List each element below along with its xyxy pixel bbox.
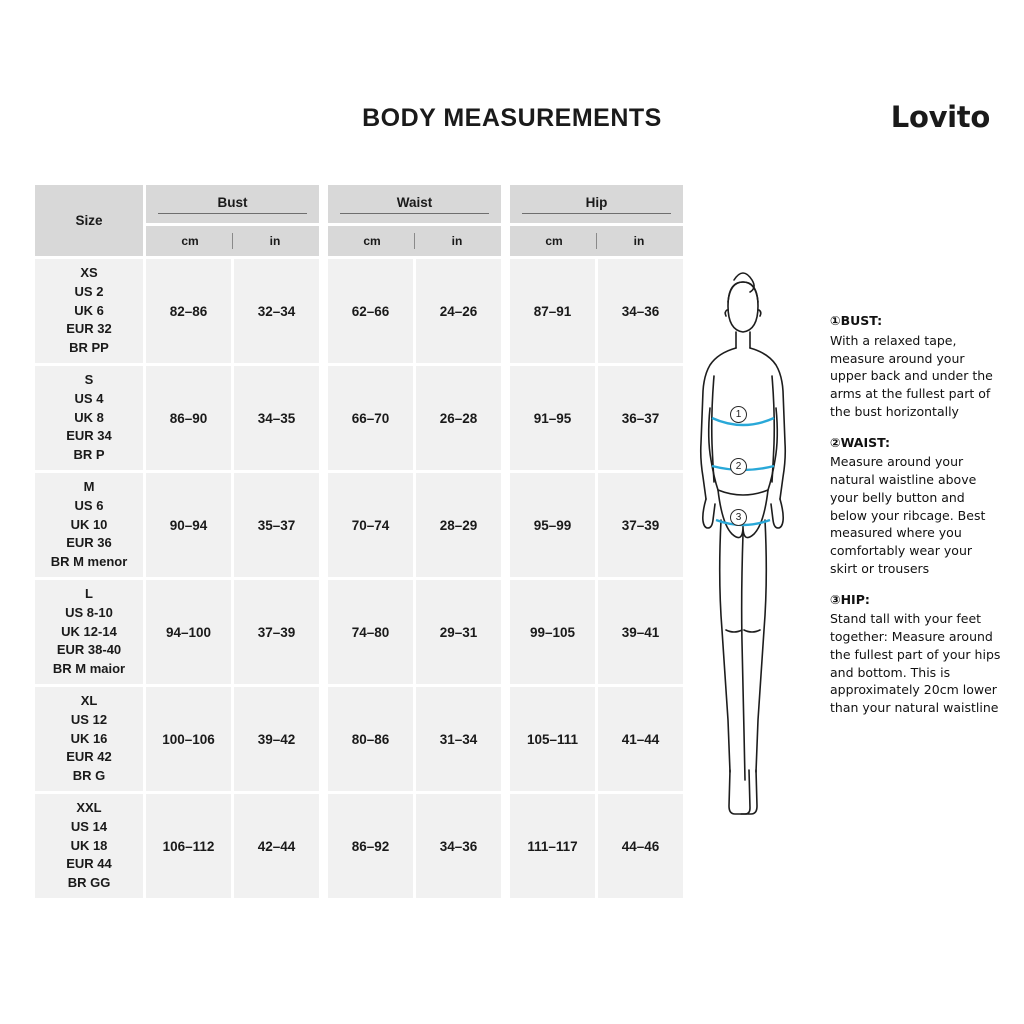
cell-bust-in: 42–44 [234, 794, 319, 898]
row-size-label [35, 473, 143, 577]
row-size-label [35, 259, 143, 363]
hip-marker-badge: 3 [730, 509, 747, 526]
row-size-label [35, 580, 143, 684]
size-line: UK 12-14 [61, 623, 117, 639]
table-row [35, 580, 683, 684]
size-line: US 2 [74, 283, 104, 299]
size-line: XS [80, 264, 98, 280]
size-line: BR M maior [52, 661, 126, 677]
cell-waist-in: 31–34 [416, 687, 501, 791]
column-separator [322, 226, 325, 256]
row-size-label [35, 366, 143, 470]
size-line: UK 16 [70, 730, 108, 746]
table-header-row [35, 185, 683, 223]
note-body-bust: With a relaxed tape, measure around your upper back and under the arms at the fullest part of the bust horizontally [830, 332, 993, 419]
cell-hip-in: 34–36 [598, 259, 683, 363]
column-header-size: Size [35, 185, 143, 256]
header-rule [340, 213, 489, 214]
bust-marker-badge: 1 [730, 406, 747, 423]
cell-bust-cm: 90–94 [146, 473, 231, 577]
column-group-hip-label: Hip [585, 194, 608, 210]
size-line: US 8-10 [65, 604, 113, 620]
column-separator [322, 473, 325, 577]
size-line: UK 6 [74, 302, 104, 318]
table-row [35, 687, 683, 791]
note-body-hip: Stand tall with your feet together: Measure around the fullest part of your hips and bottom. This is approximately 20cm lower than your natural waistline [830, 611, 1001, 715]
table-row [35, 259, 683, 363]
page-title: BODY MEASUREMENTS [362, 104, 662, 132]
unit-hip-cm: cm [545, 234, 563, 248]
size-line: M [83, 478, 95, 494]
cell-hip-cm: 111–117 [510, 794, 595, 898]
column-separator [504, 185, 507, 223]
column-separator [504, 687, 507, 791]
cell-hip-cm: 91–95 [510, 366, 595, 470]
cell-bust-in: 37–39 [234, 580, 319, 684]
size-line: UK 8 [74, 409, 104, 425]
cell-waist-in: 26–28 [416, 366, 501, 470]
header-rule [158, 213, 307, 214]
size-line: EUR 42 [66, 749, 112, 765]
cell-hip-cm: 95–99 [510, 473, 595, 577]
column-separator [504, 580, 507, 684]
cell-waist-in: 24–26 [416, 259, 501, 363]
size-line: US 6 [74, 497, 104, 513]
cell-hip-in: 37–39 [598, 473, 683, 577]
cell-hip-in: 39–41 [598, 580, 683, 684]
column-separator [504, 366, 507, 470]
column-separator [322, 366, 325, 470]
measurements-table [32, 182, 686, 901]
size-line: S [84, 371, 94, 387]
column-separator [322, 687, 325, 791]
cell-waist-in: 34–36 [416, 794, 501, 898]
row-size-label [35, 794, 143, 898]
size-line: EUR 32 [66, 321, 112, 337]
cell-waist-cm: 74–80 [328, 580, 413, 684]
column-separator [322, 259, 325, 363]
column-group-hip [510, 185, 683, 223]
cell-waist-cm: 62–66 [328, 259, 413, 363]
table-row [35, 473, 683, 577]
row-size-label [35, 687, 143, 791]
cell-bust-in: 34–35 [234, 366, 319, 470]
unit-hip-in: in [633, 234, 645, 248]
note-body-waist: Measure around your natural waistline above your belly button and below your ribcage. Best measured where you comfortably wear your skirt or trousers [830, 454, 986, 576]
size-line: XL [80, 692, 98, 708]
body-figure-illustration [668, 258, 818, 840]
size-line: BR G [72, 768, 106, 784]
unit-header-bust [146, 226, 319, 256]
column-separator [504, 794, 507, 898]
cell-bust-in: 35–37 [234, 473, 319, 577]
unit-header-hip [510, 226, 683, 256]
table-row [35, 794, 683, 898]
cell-waist-cm: 66–70 [328, 366, 413, 470]
cell-hip-in: 36–37 [598, 366, 683, 470]
cell-hip-cm: 105–111 [510, 687, 595, 791]
size-line: EUR 38-40 [56, 642, 122, 658]
size-line: BR PP [69, 340, 109, 356]
cell-waist-in: 29–31 [416, 580, 501, 684]
size-line: US 12 [70, 711, 108, 727]
column-group-bust-label: Bust [217, 194, 248, 210]
column-group-waist-label: Waist [396, 194, 433, 210]
measurement-lines [668, 258, 818, 840]
unit-waist-cm: cm [363, 234, 381, 248]
unit-waist-in: in [451, 234, 463, 248]
cell-bust-cm: 100–106 [146, 687, 231, 791]
column-group-waist [328, 185, 501, 223]
cell-bust-cm: 86–90 [146, 366, 231, 470]
column-separator [322, 794, 325, 898]
cell-hip-in: 44–46 [598, 794, 683, 898]
size-line: US 14 [70, 818, 108, 834]
size-line: BR GG [67, 875, 111, 891]
size-line: US 4 [74, 390, 104, 406]
measurement-instructions [830, 312, 1002, 730]
note-title-hip: ③HIP: [830, 591, 870, 607]
size-line: BR P [73, 447, 105, 463]
size-line: L [85, 585, 93, 601]
cell-hip-cm: 87–91 [510, 259, 595, 363]
column-separator [322, 185, 325, 223]
header-rule [522, 213, 671, 214]
cell-waist-cm: 80–86 [328, 687, 413, 791]
size-line: UK 10 [70, 516, 108, 532]
size-line: XXL [76, 799, 102, 815]
table-row [35, 366, 683, 470]
column-separator [504, 473, 507, 577]
size-line: EUR 44 [66, 856, 112, 872]
unit-bust-cm: cm [181, 234, 199, 248]
cell-waist-cm: 70–74 [328, 473, 413, 577]
cell-bust-in: 39–42 [234, 687, 319, 791]
cell-hip-cm: 99–105 [510, 580, 595, 684]
size-line: UK 18 [70, 837, 108, 853]
column-separator [504, 226, 507, 256]
cell-bust-cm: 106–112 [146, 794, 231, 898]
size-line: EUR 34 [66, 428, 112, 444]
note-title-waist: ②WAIST: [830, 434, 890, 450]
unit-bust-in: in [269, 234, 281, 248]
note-title-bust: ①BUST: [830, 313, 883, 328]
column-separator [504, 259, 507, 363]
size-line: EUR 36 [66, 535, 112, 551]
brand-logo: Lovito [890, 100, 990, 134]
cell-bust-cm: 82–86 [146, 259, 231, 363]
column-group-bust [146, 185, 319, 223]
cell-waist-in: 28–29 [416, 473, 501, 577]
waist-marker-badge: 2 [730, 458, 747, 475]
cell-hip-in: 41–44 [598, 687, 683, 791]
cell-bust-in: 32–34 [234, 259, 319, 363]
column-separator [322, 580, 325, 684]
size-line: BR M menor [50, 554, 128, 570]
cell-bust-cm: 94–100 [146, 580, 231, 684]
unit-header-waist [328, 226, 501, 256]
cell-waist-cm: 86–92 [328, 794, 413, 898]
